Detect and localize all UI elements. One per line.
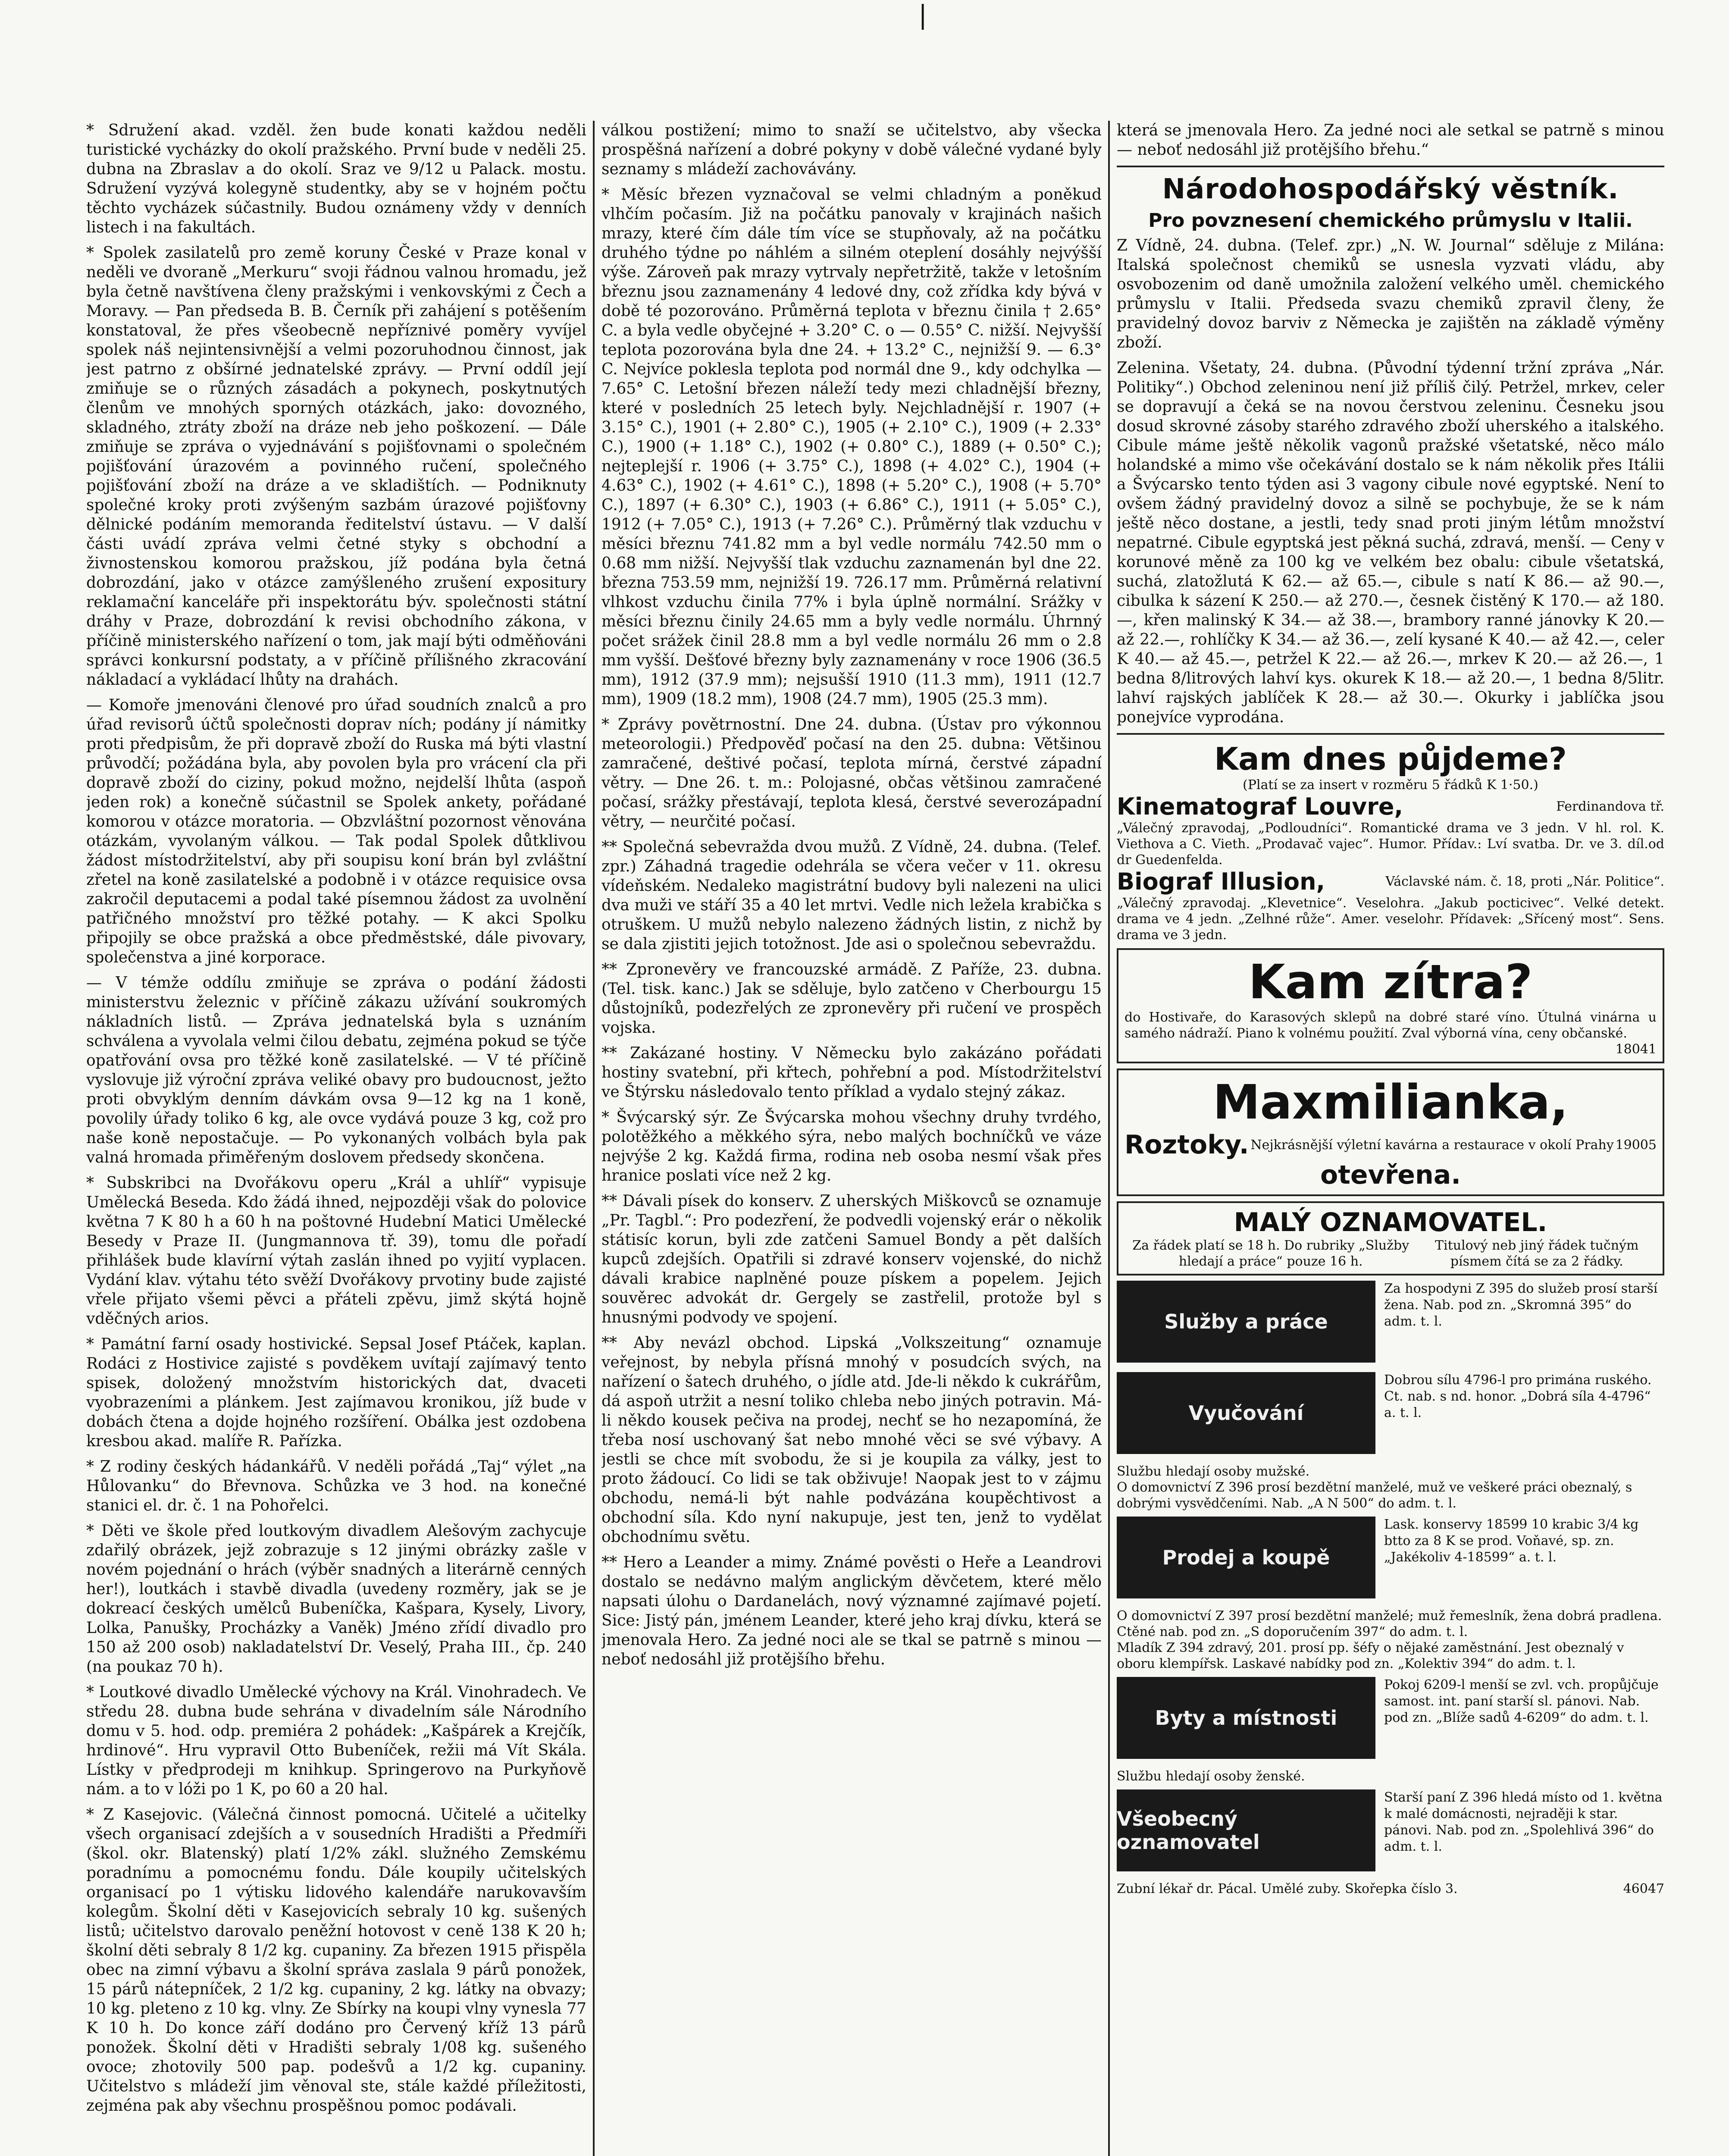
domovnictvi-2: O domovnictví Z 397 prosí bezdětní manželé; muž řemeslník, žena dobrá pradlena. Ctěné nab. pod zn. „S doporučením 397“ do adm. t. l.: [1117, 1608, 1662, 1639]
maly-title: MALÝ OZNAMOVATEL.: [1234, 1207, 1547, 1238]
article-hero-leander: ** Hero a Leander a mimy. Známé pověsti o Heře a Leandrovi dostalo se nedávno malým anglickým děvčetem, které mělo napsati úlohu o Dardanelách, nový významné zajímavé pojetí. Sice: Jistý pán, jménem Leander, které jeho kraj dívku, která se jmenovala Hero. Za jedné noci ale se tkal se patrně s minou — neboť nedosáhl již protějšího břehu.: [601, 1554, 1102, 1668]
article-obchod: ** Aby nevázl obchod. Lipská „Volkszeitung“ oznamuje veřejnost, by nebyla přísná mnohý v posudcích svých, na nařízení o šatech druhého, o jídle atd. Jde-li někdo k cukrářům, dá aspoň utržit a nesní toliko chleba nebo jiných potravin. Má-li někdo kousek pečiva na prodej, nechť se ho nezapomíná, že třeba nosí uschovaný šat nebo mnohé věci se své výbavy. A jestli se chce mít svobodu, že si je koupila za války, jest to proto žádoucí. Co lidi se tak obživuje! Naopak jest to v zájmu obchodu, nemá-li být nahle podvázána koupěchtivost a obchodní síla. Kdo nyní nakupuje, jest ten, jenž to vydělat obchodnímu světu.: [601, 1334, 1102, 1546]
sh-muzske: Službu hledají osoby mužské.: [1117, 1464, 1310, 1479]
vseobecny-label: Všeobecný oznamovatel: [1117, 1789, 1375, 1871]
oz-byty: [1117, 1677, 1664, 1763]
prodej-label: Prodej a koupě: [1117, 1517, 1375, 1598]
louvre-program: „Válečný zpravodaj, „Podloudníci“. Romantické drama ve 3 jedn. V hl. rol. K. Viethova a C. Vieth. „Prodavač vajec“. Humor. Přídav.: Lví svatba. Dr. ve 3. díl.od dr Guedenfelda.: [1117, 821, 1664, 868]
zubni-code: 46047: [1623, 1881, 1664, 1896]
zubni-lekar: [1117, 1881, 1664, 1897]
section-title: Národohospodářský věstník.: [1162, 173, 1619, 205]
column-rule: [1108, 121, 1110, 2156]
article-hostivice: * Památní farní osady hostivické. Sepsal Josef Ptáček, kaplan. Rodáci z Hostivice zajisté s povděkem uvítají zajímavý tento spisek, doložený množstvím historických dat, dvaceti vyobrazeními a plánkem. Jest zajímavou kronikou, jíž bude v dobách čtena a dojde hojného rozšíření. Obálka jest ozdobena kresbou akad. malíře R. Pařízka.: [86, 1335, 586, 1450]
zubni-text: Zubní lékař dr. Pácal. Umělé zuby. Skořepka číslo 3.: [1117, 1881, 1458, 1896]
oz-vseobecny: [1117, 1789, 1664, 1876]
article-zakazane-hostiny: ** Zakázané hostiny. V Německu bylo zakázáno pořádati hostiny svatební, při křtech, pohřební a pod. Místodržitelství ve Štýrsku následovalo tento příklad a vydalo stejný zákaz.: [601, 1044, 1102, 1101]
maly-left: Za řádek platí se 18 h. Do rubriky „Služby hledají a práce“ pouze 16 h.: [1132, 1238, 1410, 1269]
chem-article: Z Vídně, 24. dubna. (Telef. zpr.) „N. W. Journal“ sděluje z Milána: Italská společnost chemiků se usnesla vyzvati vládu, aby osvobozenim od daně umožnila založení velkého uměl. chemického průmyslu v Italii. Předseda svazu chemiků zpravil členy, že pravidelný dovoz barviv z Německa je zajištěn na základě výměny zboží.: [1117, 237, 1664, 351]
illusion-ad: [1117, 868, 1664, 895]
column-rule: [593, 121, 595, 2156]
article-hero-end: která se jmenovala Hero. Za jedné noci ale setkal se patrně s minou — neboť nedosáhl již protějšího břehu.“: [1117, 122, 1664, 159]
domovnictvi-1: O domovnictví Z 396 prosí bezdětní manželé, muž ve veškeré práci obeznalý, s dobrými vysvědčeními. Nab. „A N 500“ do adm. t. l.: [1117, 1480, 1632, 1511]
max-code: 19005: [1615, 1137, 1657, 1153]
max-row: [1124, 1130, 1657, 1160]
sluzby-label: Služby a práce: [1117, 1281, 1375, 1363]
max-text: Nejkrásnější výletní kavárna a restaurace v okolí Prahy: [1250, 1137, 1614, 1153]
article-zpronevery: ** Zpronevěry ve francouzské armádě. Z Paříže, 23. dubna. (Tel. tisk. kanc.) Jak se sděluje, bylo zatčeno v Cherbourgu 15 důstojníků, podezřelých ze zpronevěry při ručení ve prospěch vojska.: [601, 961, 1102, 1037]
column-1: [86, 121, 586, 2156]
oz-vyucovani: [1117, 1372, 1664, 1458]
column-separator-mark: |: [918, 0, 927, 30]
mladik: Mladík Z 394 zdravý, 201. prosí pp. šéfy o nějaké zaměstnání. Jest obeznalý v oboru klempířsk. Laskavé nabídky pod zn. „Kolektiv 394“ do adm. t. l.: [1117, 1640, 1624, 1671]
column-2: [601, 121, 1102, 2156]
divider: [1117, 733, 1664, 735]
dobrou-sila-text: Dobrou sílu 4796-l pro primána ruského. Ct. nab. s nd. honor. „Dobrá síla 4-4796“ a. t. l.: [1384, 1373, 1652, 1420]
article-sebevrazda: ** Společná sebevražda dvou mužů. Z Vídně, 24. dubna. (Telef. zpr.) Záhadná tragedie odehrála se včera večer v 11. okresu vídeňském. Nedaleko magistrátní budovy byli nalezeni na ulici dva muži ve stáří 35 a 40 let mrtvi. Vedle nich ležela krabička s otruškem. U mužů nebylo nalezeno žádných listin, z nichž by se dala zjistiti jejich totožnost. Jde asi o společnou sebevraždu.: [601, 838, 1102, 953]
maxmilianka-ad: [1117, 1069, 1664, 1196]
kam-dnes-note: (Platí se za insert v rozměru 5 řádků K 1·50.): [1243, 777, 1538, 793]
article-loutkove-divadlo-vinohrady: * Loutkové divadlo Umělecké výchovy na Král. Vinohradech. Ve středu 28. dubna bude sehrána v divadelním sále Národního domu v 5. hod. odp. premiéra 2 pohádek: „Kašpárek a Krejčík, hrdinové“. Hru vypravil Otto Bubeníček, režii má Vít Skála. Lístky v předprodeji m knihkup. Springerovo na Purkyňově nám. a to v lóži po 1 K, po 60 a 20 hal.: [86, 1683, 586, 1798]
hostivar-code: 18041: [1615, 1042, 1657, 1057]
article-spolek-cont2: — V témže oddílu zmiňuje se zpráva o podání žádosti ministerstvu železnic v příčině zákazu užívání soukromých nákladních listů. — Zpráva jednatelská byla s uznáním schválena a vyvolala velmi čilou debatu, zejména pokud se týče opatřování ovsa pro těžké koně zasilatelské. — V té příčině vyslovuje již výroční zpráva veliké obavy pro budoucnost, ježto proti obvyklým denním dávkám ovsa 9—12 kg na 1 koně, povolily úřady toliko 6 kg, ale ovce vydává pouze 3 kg, což pro naše koně nepostačuje. — Po vykonaných volbách byla pak valná hromada přiměřeným doslovem předsedy skončena.: [86, 974, 586, 1166]
sluzby-text: Za hospodyni Z 395 do služeb prosí starší žena. Nab. pod zn. „Skromná 395“ do adm. t. l.: [1384, 1281, 1658, 1329]
kam-zitra-title: Kam zítra?: [1248, 954, 1533, 1009]
maly-right: Titulový neb jiný řádek tučným písmem čítá se za 2 řádky.: [1435, 1238, 1639, 1269]
divider: [1117, 166, 1664, 167]
article-loutkove-divadlo-ales: * Děti ve škole před loutkovým divadlem Alešovým zachycuje zdařilý obrázek, jejž zobrazuje s 12 jinými obrázky zašle v novém pojednání o hrách (výběr snadných a literárně cenných her!), loutkách i stavbě divadla (uvedeny rozměry, jak se je dokreací českých umělců Bubeníčka, Kašpara, Kysely, Livory, Lolka, Panušky, Procházky a Vaněk) Jméno zřídí divadlo pro 150 až 200 osob) nakladatelství Dr. Veselý, Praha III., čp. 240 (na poukaz 70 h).: [86, 1522, 586, 1676]
article-subskripce: * Subskribci na Dvořákovu operu „Král a uhlíř“ vypisuje Umělecká Beseda. Kdo žádá ihned, nejpozději však do polovice května 7 K 80 h a 60 h na poštovné Hudební Matici Umělecké Besedy v Praze II. (Jungmannova tř. 39), tomu dle pořadí přihlášek bude klavírní výtah zaslán ihned po vyjití vyplacen. Vydání klav. výtahu této svěží Dvořákovy prvotiny bude zajisté vřele přijato všemi pěvci a přáteli zpěvu, jimž skýtá hojně vděčných arios.: [86, 1174, 586, 1328]
zelenina-article: Zelenina. Všetaty, 24. dubna. (Původní týdenní tržní zpráva „Nár. Politiky“.) Obchod zeleninou není již příliš čilý. Petržel, mrkev, celer se dopravují a čeká se na novou čerstvou zeleninu. Česneku jsou dosud skrovné zásoby starého zdravého zboží uherského a italského. Cibule máme ještě několik vagonů pražské všetatské, něco málo holandské a mimo vše očekávání dostalo se k nám několik přes Itálii a Švýcarsko tento týden asi 3 vagony cibule nové egyptské. Není to ovšem žádný pravidelný dovoz a silně se pochybuje, že se k nám ještě něco dostane, a jestli, tedy snad proti jiným létům množství nepatrné. Cibule egyptská jest pěkná suchá, zdravá, menší. — Ceny v korunové měně za 100 kg ve velkém bez obalu: cibule všetatská, suchá, zlatožlutá K 62.— až 65.—, cibule s natí K 86.— až 90.—, cibulka k sázení K 250.— až 270.—, česnek čistěný K 170.— až 180.—, křen malinský K 34.— až 38.—, brambory ranné jánovky K 20.— až 22.—, rohlíčky K 34.— až 36.—, zelí kysané K 40.— až 42.—, celer K 40.— až 45.—, petržel K 22.— až 26.—, mrkev K 20.— až 26.—, 1 bedna 8/litrových lahví kys. okurek K 18.— až 20.—, 1 bedna 8/5litr. lahví rajských jablíček K 28.— až 30.—. Okurky i jablíčka jsou ponejvíce vyprodána.: [1117, 359, 1664, 726]
chem-title: Pro povznesení chemického průmyslu v Italii.: [1148, 210, 1633, 232]
sh-zenske: Službu hledají osoby ženské.: [1117, 1769, 1305, 1784]
column-3: [1117, 121, 1664, 2156]
article-kasejovice: * Z Kasejovic. (Válečná činnost pomocná. Učitelé a učitelky všech organisací zdejších a v sousedních Hradišti a Předmíři (škol. okr. Blatenský) platí 1/2% zákl. služného Zemskému poradnímu a pomocnému fondu. Dále koupily učitelských organisací po 1 výtisku lidového kalendáře narukovavším kolegům. Školní děti v Kasejovicích sebraly 10 kg. sušených listů; učitelstvo darovalo peněžní hotovost v ceně 138 K 20 h; školní děti sebraly 8 1/2 kg. cupaniny. Za březen 1915 přispěla obec na zimní výbavu a školní správa zaslala 9 párů ponožek, 15 párů nátepníček, 2 1/2 kg. cupaniny, 2 kg. látky na obvazy; 10 kg. pleteno z 10 kg. vlny. Ze Sbírky na koupi vlny vynesla 77 K 10 h. Do konce září dodáno pro Červený kříž 13 párů ponožek. Školní děti v Hradišti sebraly 1/08 kg. sušeného ovoce; zhotovily 500 pap. podešvů a 1/2 kg. cupaniny. Učitelstvo s mládeží jim věnoval ste, stále každé příležitosti, zejména pak aby všechnu prospěšnou pomoc podávali.: [86, 1806, 586, 2115]
stari-pani-text: Starší paní Z 396 hledá místo od 1. května k malé domácnosti, nejraději k star. pánovi. Nab. pod zn. „Spolehlivá 396“ do adm. t. l.: [1384, 1790, 1663, 1854]
article-zpravy-povetrnostni: * Zprávy povětrnostní. Dne 24. dubna. (Ústav pro výkonnou meteorologii.) Předpověď počasí na den 25. dubna: Většinou zamračené, deštivé počasí, teplota mírná, čerstvé západní větry. — Dne 26. t. m.: Polojasné, občas většinou zamračené počasí, srážky přestávají, teplota klesá, čerstvé severozápadní větry, — neurčité počasí.: [601, 716, 1102, 830]
article-mesic-brezen: * Měsíc březen vyznačoval se velmi chladným a poněkud vlhčím počasím. Již na počátku panovaly v krajinách našich mrazy, které čím dále tím více se stupňovaly, až na počátku druhého týdne po náhlém a silném oteplení dosáhly nejvýšší výše. Zároveň pak mrazy vytrvaly nepřetržitě, takže v letošním březnu jsou zaznamenány 4 ledové dny, což zřídka kdy bývá v době té pozorováno. Průměrná teplota v březnu činila † 2.65° C. a byla vedle obyčejné + 3.20° C. o — 0.55° C. nižší. Nejvyšší teplota pozorována byla dne 24. + 13.2° C., nejnižší 9. — 6.3° C. Nejvíce poklesla teplota pod normál dne 9., kdy odchylka — 7.65° C. Letošní březen náleží tedy mezi chladnější březny, které v posledních 25 letech byly. Nejchladnější r. 1907 (+ 3.15° C.), 1901 (+ 2.80° C.), 1905 (+ 2.10° C.), 1909 (+ 2.33° C.), 1900 (+ 1.18° C.), 1902 (+ 0.80° C.), 1889 (+ 0.50° C.); nejteplejší r. 1906 (+ 3.75° C.), 1898 (+ 4.02° C.), 1904 (+ 4.63° C.), 1902 (+ 4.61° C.), 1898 (+ 5.20° C.), 1908 (+ 5.70° C.), 1897 (+ 6.30° C.), 1903 (+ 6.86° C.), 1911 (+ 5.05° C.), 1912 (+ 7.05° C.), 1913 (+ 7.26° C.). Průměrný tlak vzduchu v měsíci březnu 741.82 mm a byl vedle normálu 742.50 mm o 0.68 mm nižší. Nejvyšší tlak vzduchu zaznamenán byl dne 22. března 753.59 mm, nejnižší 19. 726.17 mm. Průměrná relativní vlhkost vzduchu činila 77% i byla úplně normální. Srážky v měsíci březnu činily 24.65 mm a byly vedle normálu. Úhrnný počet srážek činil 28.8 mm a byl vedle normálu 26 mm o 2.8 mm vyšší. Dešťové březny byly zaznamenány v roce 1906 (36.5 mm), 1912 (37.9 mm); nejsušší 1910 (11.3 mm), 1911 (12.7 mm), 1909 (18.2 mm), 1908 (24.7 mm), 1905 (25.3 mm).: [601, 186, 1102, 708]
otevrena: otevřena.: [1320, 1160, 1461, 1190]
kam-zitra-ad: [1117, 948, 1664, 1063]
article-spolek-zasilatelu: * Spolek zasilatelů pro země koruny České v Praze konal v neděli ve dvoraně „Merkuru“ svoji řádnou valnou hromadu, jež byla četně navštívena členy pražskými i venkovskými z Čech a Moravy. — Pan předseda B. B. Černík při zahájení s potěšením konstatoval, že přes všeobecně nepříznivé poměry vyvíjel spolek náš nejintensivnější a velmi pozoruhodnou činnost, jak jest patrno z obšírné jednatelské zprávy. — První oddíl její zmiňuje se o různých zásadách a pokynech, poskytnutých členům ve mnohých sporných otázkách, jako: dovozného, skladného, ztráty zboží na dráze neb jeho poškození. — Dále zmiňuje se zpráva o vyjednávání s pojišťovnami o společném pojišťování úrazovém a povinného ručení, společného pojišťování zboží na dráze a ve skladištích. — Podniknuty společné kroky proti zvýšeným sazbám úrazové pojišťovny dělnické podáním memoranda ředitelství ústavu. — V další části uvádí zpráva velmi četné styky s obchodní a živnostenskou komorou pražskou, jíž podána byla četná dobrozdání, jako v otázce zamýšleného zrušení expositury reklamační kanceláře při inspektorátu býv. společnosti státní dráhy v Praze, dobrozdání k revisi obchodního zákona, v příčině ministerského nařízení o tom, jak mají býti odměňováni správci konkursní podstaty, a v příčině přílišného zkracování nákladací a vykládací lhůty na drahách.: [86, 244, 586, 689]
article-cont: válkou postižení; mimo to snaží se učitelstvo, aby všecka prospěšná nařízení a dobré pokyny v době válečné vydané byly seznamy s mládeží zachovávány.: [601, 122, 1102, 178]
vyucovani-label: Vyučování: [1117, 1372, 1375, 1454]
pokoj-text: Pokoj 6209-l menší se zvl. vch. propůjčuje samost. int. paní starší sl. pánovi. Nab. pod zn. „Blíže sadů 4-6209“ do adm. t. l.: [1384, 1677, 1659, 1725]
article-hadankari: * Z rodiny českých hádankářů. V neděli pořádá „Taj“ výlet „na Hůlovanku“ do Břevnova. Schůzka ve 3 hod. na konečné stanici el. dr. č. 1 na Pohořelci.: [86, 1458, 586, 1514]
byty-label: Byty a místnosti: [1117, 1677, 1375, 1759]
article-spolek-cont: — Komoře jmenováni členové pro úřad soudních znalců a pro úřad revisorů účtů společnosti doprav ních; podány jí námitky proti předpisům, že při dopravě zboží do Ruska má býti vlastní průvodčí; požádána byla, aby povolen byla pro vrácení cla při dopravě zboží do ciziny, pokud možno, nejdelší lhůta (aspoň jeden rok) a konečně súčastnil se Spolek ankety, pořádané komorou v otázce moratoria. — Obzvláštní pozornost věnována otázkám, vyvolaným válkou. — Tak podal Spolek důtklivou žádost místodržitelství, aby při soupisu koní brán byl zvláštní zřetel na koně zasilatelské a podobně i v otázce requisice ovsa zakročil deputacemi a podal také písemnou žádost za uvolnění patřičného množství pro těžké potahy. — K akci Spolku připojily se obce pražská a obce předměstské, dále pivovary, společenstva a jiné korporace.: [86, 696, 586, 966]
oz-sluzby: [1117, 1281, 1664, 1367]
oz-prodej: [1117, 1517, 1664, 1603]
kam-dnes-title: Kam dnes půjdeme?: [1214, 741, 1567, 777]
illusion-program: „Válečný zpravodaj. „Klevetnice“. Veselohra. „Jakub pocticivec“. Velké detekt. drama ve 4 jedn. „Zelhné růže“. Amer. veselohr. Přídavek: „Sřícený most“. Sens. drama ve 3 jedn.: [1117, 896, 1664, 943]
article-sdruzeni: * Sdružení akad. vzděl. žen bude konati každou neděli turistické vycházky do okolí pražského. První bude v neděli 25. dubna na Zbraslav a do okolí. Sraz ve 9/12 u Palack. mostu. Sdružení vyzývá kolegyně studentky, aby se v hojném počtu těchto vycházek súčastnily. Budou oznámeny vždy v denních listech i na fakultách.: [86, 122, 586, 236]
max-title: Maxmilianka,: [1212, 1075, 1569, 1130]
article-svycarsky-syr: * Švýcarský sýr. Ze Švýcarska mohou všechny druhy tvrdého, polotěžkého a měkkého sýra, nebo malých bochníčků ve váze nejvýše 2 kg. Každá firma, rodina neb osoba nesmí však přes hranice poslati více než 2 kg.: [601, 1109, 1102, 1185]
louvre-ad: [1117, 793, 1664, 820]
louvre-address: Ferdinandova tř.: [1556, 799, 1664, 814]
illusion-name: Biograf Illusion,: [1117, 868, 1325, 895]
louvre-name: Kinematograf Louvre,: [1117, 793, 1403, 820]
maly-oznamovatel: [1117, 1201, 1664, 1275]
maly-terms: [1124, 1238, 1657, 1269]
hostivar-text: do Hostivaře, do Karasových sklepů na dobré staré víno. Útulná vinárna u samého nádraží. Piano k volnému použití. Zval výborná vína, ceny občanské.: [1124, 1010, 1657, 1041]
article-pisek-konservy: ** Dávali písek do konserv. Z uherských Miškovců se oznamuje „Pr. Tagbl.“: Pro podezření, že podvedli vojenský erár o několik státisíc korun, byli zde zatčeni Samuel Bondy a pět dalších kupců zdejších. Opatřili si zdravé konserv vojenské, do nichž dávali krabice naplněné pouze pískem a popelem. Jejich souvěrec advokát dr. Gergely se zastřelil, protože byl s hnusnými podvody ve spojení.: [601, 1192, 1102, 1326]
roztoky: Roztoky.: [1124, 1130, 1249, 1160]
illusion-address: Václavské nám. č. 18, proti „Nár. Politice“.: [1385, 874, 1664, 889]
newspaper-page: [86, 121, 1664, 2156]
konservy-text: Lask. konservy 18599 10 krabic 3/4 kg btto za 8 K se prod. Voňavé, sp. zn. „Jakékoliv 4-18599“ a. t. l.: [1384, 1517, 1639, 1565]
